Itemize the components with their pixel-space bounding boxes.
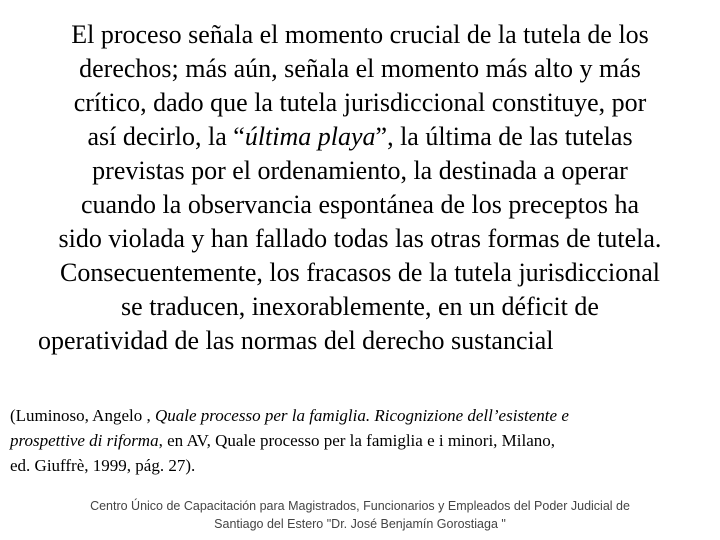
quote-block	[0, 18, 720, 358]
quote-text: derechos; más aún, señala el momento más alto y más	[79, 54, 641, 83]
footer-line: Santiago del Estero "Dr. José Benjamín Gorostiaga "	[214, 517, 506, 531]
quote-line	[0, 120, 720, 154]
quote-text: cuando la observancia espontánea de los preceptos ha	[80, 190, 640, 219]
quote-line	[0, 188, 720, 222]
citation-title: prospettive di riforma	[10, 431, 159, 450]
footer-credit	[0, 497, 720, 533]
quote-text: El proceso señala el momento crucial de la tutela de los	[71, 20, 649, 49]
citation-line	[10, 453, 710, 478]
citation-block	[10, 403, 710, 478]
quote-text: crítico, dado que la tutela jurisdiccional constituye, por	[73, 88, 647, 117]
quote-text: ”, la última de las tutelas	[375, 122, 633, 151]
quote-line	[0, 52, 720, 86]
quote-line	[0, 154, 720, 188]
citation-line	[10, 403, 710, 428]
quote-line	[0, 290, 720, 324]
quote-text: sido violada y han fallado todas las otras formas de tutela.	[58, 224, 662, 253]
quote-text: operatividad de las normas del derecho sustancial	[38, 326, 554, 355]
citation-publisher: ed. Giuffrè, 1999, pág. 27).	[10, 456, 196, 475]
quote-text: Consecuentemente, los fracasos de la tutela jurisdiccional	[60, 258, 660, 287]
quote-text: así decirlo, la “	[87, 122, 245, 151]
footer-line: Centro Único de Capacitación para Magistrados, Funcionarios y Empleados del Poder Judicial de	[90, 499, 630, 513]
quote-italic-phrase: última playa	[244, 122, 376, 151]
citation-line	[10, 428, 710, 453]
quote-text: previstas por el ordenamiento, la destinada a operar	[92, 156, 628, 185]
citation-title: Quale processo per la famiglia. Ricognizione dell’esistente e	[154, 406, 569, 425]
quote-line	[0, 222, 720, 256]
citation-author: (Luminoso, Angelo ,	[10, 406, 155, 425]
quote-text: se traducen, inexorablemente, en un déficit de	[121, 292, 599, 321]
citation-source: , en AV, Quale processo per la famiglia e i minori, Milano,	[158, 431, 556, 450]
quote-line	[0, 86, 720, 120]
quote-line	[0, 324, 720, 358]
quote-line	[0, 256, 720, 290]
quote-line	[0, 18, 720, 52]
